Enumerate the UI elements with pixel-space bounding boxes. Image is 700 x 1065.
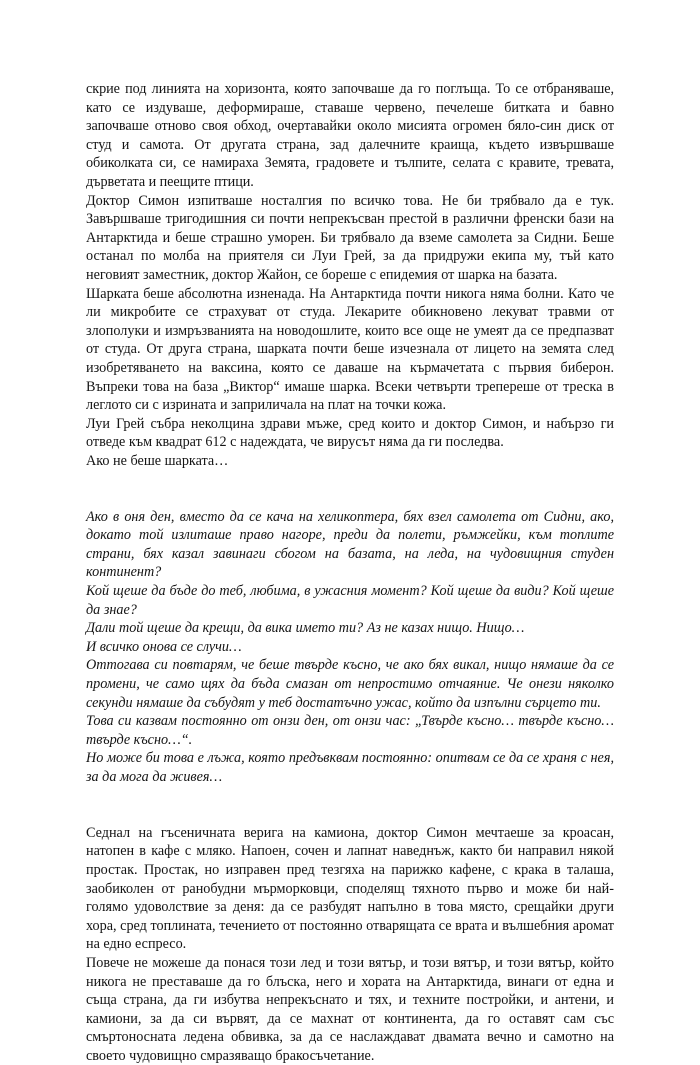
paragraph: Това си казвам постоянно от онзи ден, от онзи час: „Твърде късно… твърде късно… твърде късно…“. bbox=[86, 713, 614, 748]
paragraph: Ако не беше шарката… bbox=[86, 452, 229, 469]
section-gap bbox=[86, 805, 614, 824]
paragraph: Оттогава си повтарям, че беше твърде късно, че ако бях викал, нищо нямаше да се промени, че само щях да бъда смазан от непростимо отчаяние. Че онези няколко секунди нямаше да събудят у теб достатъчно ужас, който да изпълни сърцето ти. bbox=[86, 657, 614, 711]
paragraph: Ако в оня ден, вместо да се кача на хеликоптера, бях взел самолета от Сидни, ако, докато той излиташе право нагоре, преди да полети, ръмжейки, към топлите страни, бях казал завинаги сбогом на базата, на леда, на чудовищния студен континент? bbox=[86, 508, 614, 581]
paragraph: Дали той щеше да крещи, да вика името ти? Аз не казах нищо. Нищо… bbox=[86, 620, 525, 637]
section-narrative-1 bbox=[86, 80, 614, 470]
paragraph: скрие под линията на хоризонта, която започваше да го поглъща. То се отбраняваше, като се издуваше, деформираше, ставаше червено, печелеше битката и бавно започваше отново своя обход, очертавайки около мисията огромен бяло-син диск от студ и самота. От другата страна, зад далечните краища, където извършваше обиколката си, се намираха Земята, градовете и тълпите, селата с кравите, тревата, дърветата и пеещите птици. bbox=[86, 81, 614, 190]
paragraph: Но може би това е лъжа, която предъвквам постоянно: опитвам се да се храня с нея, за да мога да живея… bbox=[86, 750, 614, 785]
paragraph: Луи Грей събра неколцина здрави мъже, сред които и доктор Симон, и набързо ги отведе към квадрат 612 с надеждата, че вирусът няма да ги последва. bbox=[86, 415, 614, 451]
section-narrative-2 bbox=[86, 824, 614, 1065]
paragraph: Шарката беше абсолютна изненада. На Антарктида почти никога няма болни. Като че ли микробите се страхуват от студа. Лекарите обикновено лекуват травми от злополуки и измръзванията на новодошлите, които все още не умеят да се предпазват от студа. От друга страна, шарката почти беше изчезнала от лицето на земята след изобретяването на ваксина, която се даваше на кърмачетата с първия биберон. Въпреки това на база „Виктор“ имаше шарка. Всеки четвърти трепереше от треска в леглото си с изрината и заприличала на плат на точки кожа. bbox=[86, 285, 614, 414]
paragraph: Кой щеше да бъде до теб, любима, в ужасния момент? Кой щеше да види? Кой щеше да знае? bbox=[86, 583, 614, 618]
section-gap bbox=[86, 787, 614, 806]
paragraph: Повече не можеше да понася този лед и този вятър, и този вятър, и този вятър, който никога не преставаше да го блъска, него и хората на Антарктида, винаги от една и съща страна, да ги избутва непрекъснато и тях, и техните постройки, и антени, и камиони, за да си вървят, да се махнат от континента, да го оставят сам със смъртоносната ледена обвивка, за да се наслаждават двамата вечно и самотно на своето чудовищно смразяващо бракосъчетание. bbox=[86, 954, 614, 1064]
paragraph: И всичко онова се случи… bbox=[86, 638, 242, 655]
paragraph: Доктор Симон изпитваше носталгия по всичко това. Не би трябвало да е тук. Завършваше тригодишния си почти непрекъсван престой в различни френски бази на Антарктида и беше страшно уморен. Би трябвало да вземе самолета за Сидни. Беше останал по молба на приятеля си Луи Грей, за да придружи екипа му, тъй като неговият заместник, доктор Жайон, се бореше с епидемия от шарка на базата. bbox=[86, 192, 614, 283]
section-gap bbox=[86, 470, 614, 489]
section-italic-monologue bbox=[86, 508, 614, 787]
section-gap bbox=[86, 489, 614, 508]
paragraph: Седнал на гъсеничната верига на камиона, доктор Симон мечтаеше за кроасан, натопен в кафе с мляко. Напоен, сочен и лапнат наведнъж, както би направил някой простак. Простак, но изправен пред тезгяха на парижко кафене, с крака в талаша, заобиколен от ранобудни мърморковци, споделящ тяхното първо и може би най-голямо удоволствие за деня: да се разбудят напълно в това място, срещайки други хора, сред топлината, течението от постоянно отварящата се врата и вълшебния аромат на едно еспресо. bbox=[86, 824, 614, 953]
